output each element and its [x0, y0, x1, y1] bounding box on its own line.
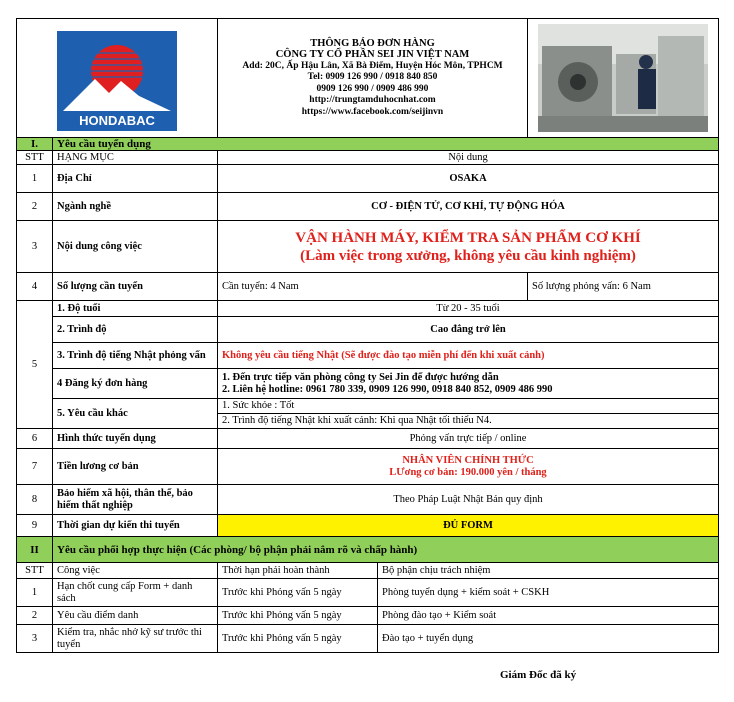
director-signature-note: Giám Đốc đã ký: [500, 669, 577, 681]
row-8-value: Theo Pháp Luật Nhật Bản quy định: [218, 485, 719, 515]
row-7-value-line-2: LƯơng cơ bản: 190.000 yên / tháng: [389, 466, 547, 478]
task-dept: Phòng tuyển dụng + kiểm soát + CSKH: [378, 579, 719, 607]
row-7-stt: 7: [17, 449, 53, 485]
task-stt: 2: [17, 607, 53, 625]
factory-worker-photo: [538, 24, 708, 132]
task-stt: 1: [17, 579, 53, 607]
company-address: Add: 20C, Ấp Hậu Lân, Xã Bà Điểm, Huyện Hóc Môn, TPHCM: [242, 60, 503, 71]
row-5-reg-line-2: 2. Liên hệ hotline: 0961 780 339, 0909 126 990, 0918 840 852, 0909 486 990: [222, 383, 553, 395]
row-6-stt: 6: [17, 429, 53, 449]
row-5-other-label: 5. Yêu cầu khác: [53, 399, 218, 429]
company-info: [218, 19, 528, 138]
row-5-stt: 5: [17, 301, 53, 429]
company-website[interactable]: http://trungtamduhocnhat.com: [309, 95, 436, 106]
row-5-edu-label: 2. Trình độ: [53, 317, 218, 343]
row-3-value: [218, 221, 719, 273]
task-header-work: Công việc: [53, 563, 218, 579]
recruitment-table: [16, 18, 719, 653]
task-work: Yêu cầu điểm danh: [53, 607, 218, 625]
row-2-stt: 2: [17, 193, 53, 221]
task-header-deadline: Thời hạn phải hoàn thành: [218, 563, 378, 579]
row-5-reg-label: 4 Đăng ký đơn hàng: [53, 369, 218, 399]
task-work: Kiểm tra, nhắc nhở kỹ sư trước thi tuyển: [53, 625, 218, 653]
task-work: Hạn chốt cung cấp Form + danh sách: [53, 579, 218, 607]
photo-cell: [528, 19, 719, 138]
task-dept: Phòng đào tạo + Kiểm soát: [378, 607, 719, 625]
row-4-stt: 4: [17, 273, 53, 301]
row-5-other-line-2: 2. Trình độ tiếng Nhật khi xuất cảnh: Khi qua Nhật tối thiểu N4.: [222, 415, 492, 426]
section-1-number: I.: [17, 138, 53, 151]
row-3-value-line-2: (Làm việc trong xưởng, không yêu cầu kinh nghiệm): [300, 247, 636, 264]
company-tel-2: 0909 126 990 / 0909 486 990: [316, 83, 429, 94]
row-6-value: Phỏng vấn trực tiếp / online: [218, 429, 719, 449]
row-4-value-hire: Cần tuyển: 4 Nam: [218, 273, 528, 301]
logo-cell: [17, 19, 218, 138]
row-7-value: [218, 449, 719, 485]
task-stt: 3: [17, 625, 53, 653]
col-header-stt: STT: [17, 151, 53, 165]
logo-text: HONDABAC: [79, 113, 155, 128]
company-name: CÔNG TY CỔ PHẦN SEI JIN VIỆT NAM: [275, 49, 470, 61]
row-5-reg-line-1: 1. Đến trực tiếp văn phòng công ty Sei Jin để được hướng dẫn: [222, 371, 499, 383]
task-header-dept: Bộ phận chịu trách nhiệm: [378, 563, 719, 579]
row-2-value: CƠ - ĐIỆN TỬ, CƠ KHÍ, TỰ ĐỘNG HÓA: [218, 193, 719, 221]
row-3-label: Nội dung công việc: [53, 221, 218, 273]
table-row: [17, 607, 719, 625]
row-9-value: ĐỦ FORM: [218, 515, 719, 537]
company-facebook[interactable]: https://www.facebook.com/seijinvn: [301, 106, 444, 117]
row-4-value-interview: Số lượng phỏng vấn: 6 Nam: [528, 273, 719, 301]
row-5-edu-value: Cao đẳng trở lên: [218, 317, 719, 343]
row-7-label: Tiền lương cơ bản: [53, 449, 218, 485]
order-notice-document: [16, 18, 718, 653]
row-5-age-value: Từ 20 - 35 tuổi: [218, 301, 719, 317]
task-deadline: Trước khi Phỏng vấn 5 ngày: [218, 579, 378, 607]
row-2-label: Ngành nghề: [53, 193, 218, 221]
task-dept: Đào tạo + tuyển dụng: [378, 625, 719, 653]
section-2-number: II: [17, 537, 53, 563]
row-5-reg-value: [218, 369, 719, 399]
row-1-value: OSAKA: [218, 165, 719, 193]
row-1-label: Địa Chỉ: [53, 165, 218, 193]
row-5-jp-value: Không yêu cầu tiếng Nhật (Sẽ được đào tạo miễn phí đến khi xuất cảnh): [218, 343, 719, 369]
col-header-item: HẠNG MỤC: [53, 151, 218, 165]
task-header-stt: STT: [17, 563, 53, 579]
row-1-stt: 1: [17, 165, 53, 193]
row-5-age-label: 1. Độ tuổi: [53, 301, 218, 317]
row-7-value-line-1: NHÂN VIÊN CHÍNH THỨC: [402, 454, 534, 466]
task-deadline: Trước khi Phỏng vấn 5 ngày: [218, 607, 378, 625]
row-5-other-line-1: 1. Sức khỏe : Tốt: [218, 399, 718, 414]
row-8-stt: 8: [17, 485, 53, 515]
section-1-title: Yêu cầu tuyển dụng: [53, 138, 719, 151]
row-3-value-line-1: VẬN HÀNH MÁY, KIỂM TRA SẢN PHẨM CƠ KHÍ: [295, 229, 641, 246]
notice-title: THÔNG BÁO ĐƠN HÀNG: [310, 37, 435, 49]
col-header-content: Nội dung: [218, 151, 719, 165]
row-9-label: Thời gian dự kiến thi tuyển: [53, 515, 218, 537]
company-tel: Tel: 0909 126 990 / 0918 840 850: [307, 72, 438, 83]
row-3-stt: 3: [17, 221, 53, 273]
row-5-other-value: [218, 399, 719, 429]
task-deadline: Trước khi Phỏng vấn 5 ngày: [218, 625, 378, 653]
table-row: [17, 579, 719, 607]
hondabac-logo: [57, 31, 177, 131]
row-5-jp-label: 3. Trình độ tiếng Nhật phỏng vấn: [53, 343, 218, 369]
section-2-title: Yêu cầu phối hợp thực hiện (Các phòng/ bộ phận phải nắm rõ và chấp hành): [53, 537, 719, 563]
table-row: [17, 625, 719, 653]
row-4-label: Số lượng cần tuyển: [53, 273, 218, 301]
row-6-label: Hình thức tuyển dụng: [53, 429, 218, 449]
row-9-stt: 9: [17, 515, 53, 537]
row-8-label: Bảo hiểm xã hội, thân thể, bảo hiểm thất nghiệp: [53, 485, 218, 515]
